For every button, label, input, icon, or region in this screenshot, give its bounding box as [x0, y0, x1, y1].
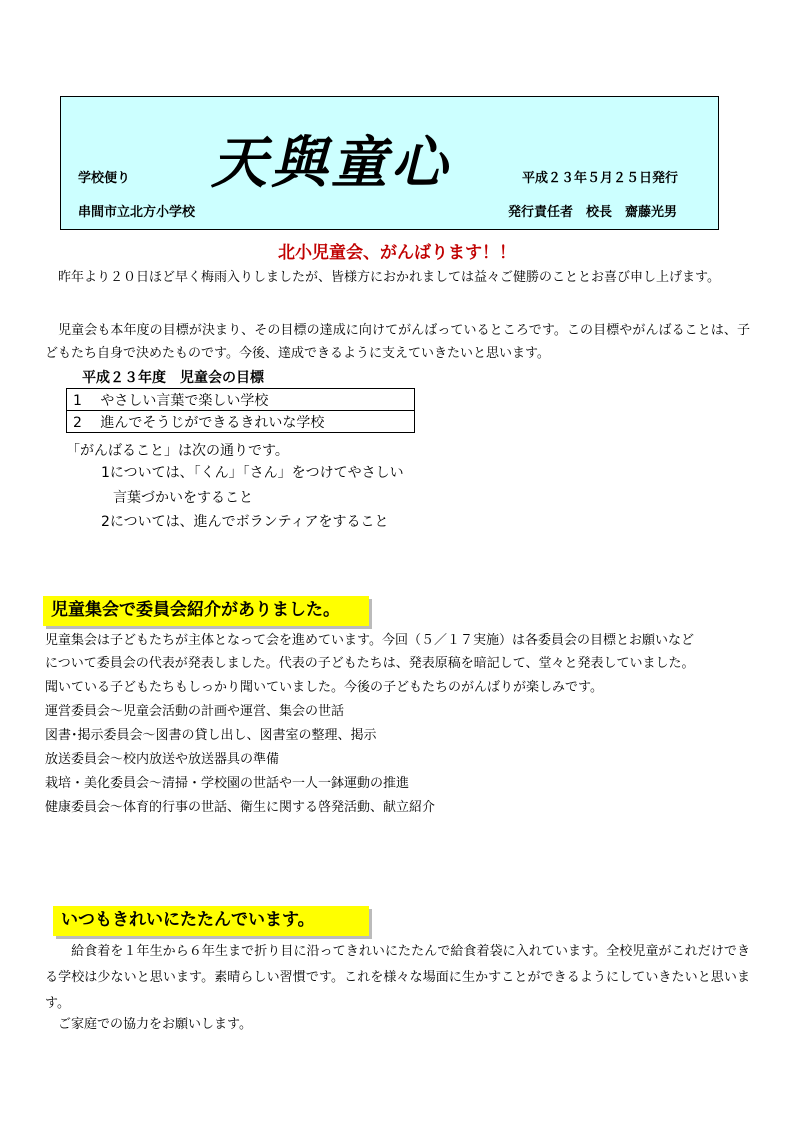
intro-paragraph: 児童会も本年度の目標が決まり、その目標の達成に向けてがんばっているところです。この目標やがんばることは、子どもたち自身で決めたものです。今後、達成できるように支えていきたいと思います。	[45, 323, 750, 361]
section-text-line: について委員会の代表が発表しました。代表の子どもたちは、発表原稿を暗記して、堂々と発表していました。	[45, 656, 695, 671]
school-name: 串間市立北方小学校	[78, 205, 196, 220]
committee-item: 栽培・美化委員会～清掃・学校園の世話や一人一鉢運動の推進	[45, 776, 410, 791]
committee-item: 放送委員会～校内放送や放送器具の準備	[45, 752, 280, 767]
section-text-line: 児童集会は子どもたちが主体となって会を進めています。今回（５／１７実施）は各委員会の目標とお願いなど	[45, 633, 694, 648]
ganbaru-item-2: 2については、進んでボランティアをすること	[101, 514, 389, 530]
goal-cell: 1 やさしい言葉で楽しい学校	[67, 389, 415, 411]
goal-cell: 2 進んでそうじができるきれいな学校	[67, 411, 415, 433]
goals-title: 平成２３年度 児童会の目標	[82, 370, 264, 386]
newsletter-title: 天與童心	[211, 130, 451, 196]
intro-paragraph: 昨年より２０日ほど早く梅雨入りしましたが、皆様方におかれましては益々ご健勝のこととお喜び申し上げます。	[45, 270, 720, 285]
issue-date: 平成２３年５月２５日発行	[522, 171, 679, 186]
section-text-line: 聞いている子どもたちもしっかり聞いていました。今後の子どもたちのがんばりが楽しみです。	[45, 680, 603, 695]
ganbaru-item-1-cont: 言葉づかいをすること	[113, 490, 253, 506]
main-headline: 北小児童会、がんばります！！	[278, 243, 516, 263]
committee-item: 図書･掲示委員会～図書の貸し出し、図書室の整理、掲示	[45, 728, 377, 743]
section-heading-committees: 児童集会で委員会紹介がありました。	[43, 596, 369, 626]
folding-paragraph: 給食着を１年生から６年生まで折り目に沿ってきれいにたたんで給食着袋に入れています。全校児童がこれだけできる学校は少ないと思います。素晴らしい習慣です。これを様々な場面に生かすことができるようにしていきたいと思います。	[45, 944, 750, 1011]
goals-table	[66, 388, 415, 433]
closing-line: ご家庭での協力をお願いします。	[45, 1017, 252, 1032]
newsletter-label: 学校便り	[78, 171, 131, 186]
committee-item: 健康委員会～体育的行事の世話、衛生に関する啓発活動、献立紹介	[45, 800, 436, 815]
committee-item: 運営委員会～児童会活動の計画や運営、集会の世話	[45, 704, 345, 719]
publisher: 発行責任者 校長 齋藤光男	[508, 205, 678, 220]
goal-row	[67, 389, 415, 411]
section-heading-folding: いつもきれいにたたんでいます。	[53, 906, 369, 936]
newsletter-header	[60, 96, 719, 230]
ganbaru-intro: 「がんばること」は次の通りです。	[66, 443, 289, 459]
goal-row	[67, 411, 415, 433]
ganbaru-item-1: 1については、「くん」「さん」をつけてやさしい	[101, 465, 404, 481]
